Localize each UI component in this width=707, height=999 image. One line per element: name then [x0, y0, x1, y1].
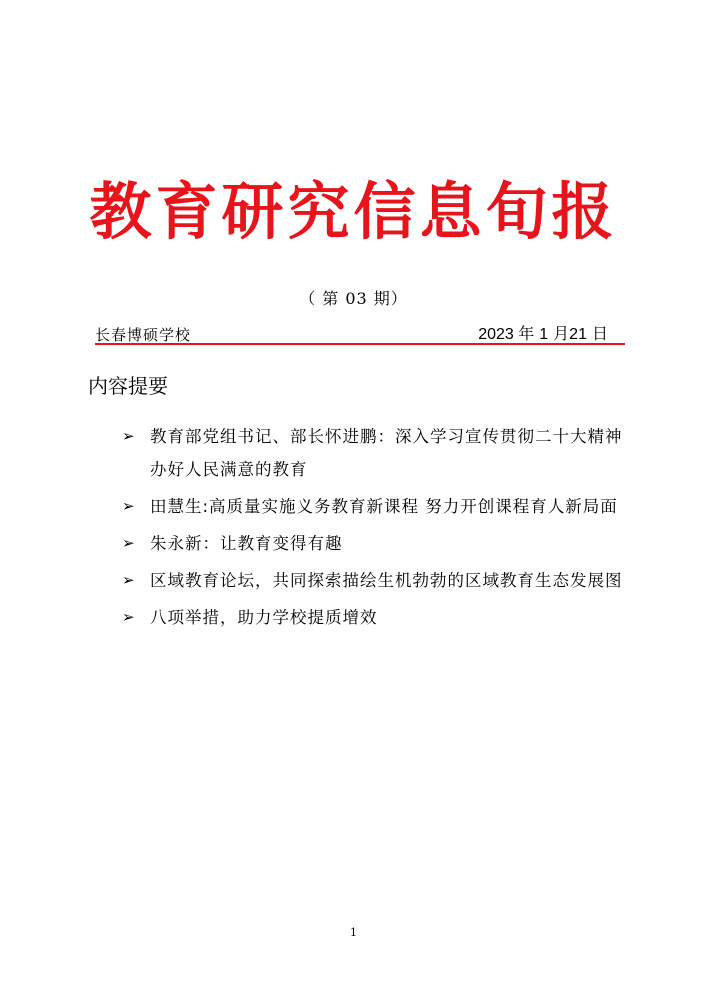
school-name: 长春博硕学校	[95, 326, 192, 344]
date-month: 1	[539, 326, 549, 343]
list-item-text: 八项举措，助力学校提质增效	[150, 608, 378, 627]
date-day: 月21	[553, 326, 587, 343]
list-item	[120, 490, 635, 523]
list-item	[120, 564, 635, 597]
date-year: 2023 年	[478, 326, 535, 343]
header-divider	[95, 343, 625, 345]
date-suffix: 日	[591, 326, 608, 343]
list-item	[120, 527, 635, 560]
arrow-bullet-icon: ➢	[122, 427, 136, 445]
list-item-text: 朱永新：让教育变得有趣	[150, 534, 343, 553]
list-item-text: 田慧生:高质量实施义务教育新课程 努力开创课程育人新局面	[150, 497, 618, 516]
arrow-bullet-icon: ➢	[122, 608, 136, 626]
list-item-text: 教育部党组书记、部长怀进鹏：深入学习宣传贯彻二十大精神 办好人民满意的教育	[150, 427, 623, 479]
arrow-bullet-icon: ➢	[122, 534, 136, 552]
newsletter-title: 教育研究信息旬报	[89, 175, 618, 248]
list-item-text: 区域教育论坛，共同探索描绘生机勃勃的区域教育生态发展图	[150, 571, 623, 590]
list-item	[120, 601, 635, 634]
issue-number: （ 第 03 期）	[299, 289, 408, 308]
summary-list	[120, 420, 635, 638]
arrow-bullet-icon: ➢	[122, 571, 136, 589]
page-number: 1	[350, 926, 357, 939]
publication-date	[478, 325, 613, 345]
list-item	[120, 420, 635, 486]
arrow-bullet-icon: ➢	[122, 497, 136, 515]
summary-heading: 内容提要	[88, 374, 168, 398]
